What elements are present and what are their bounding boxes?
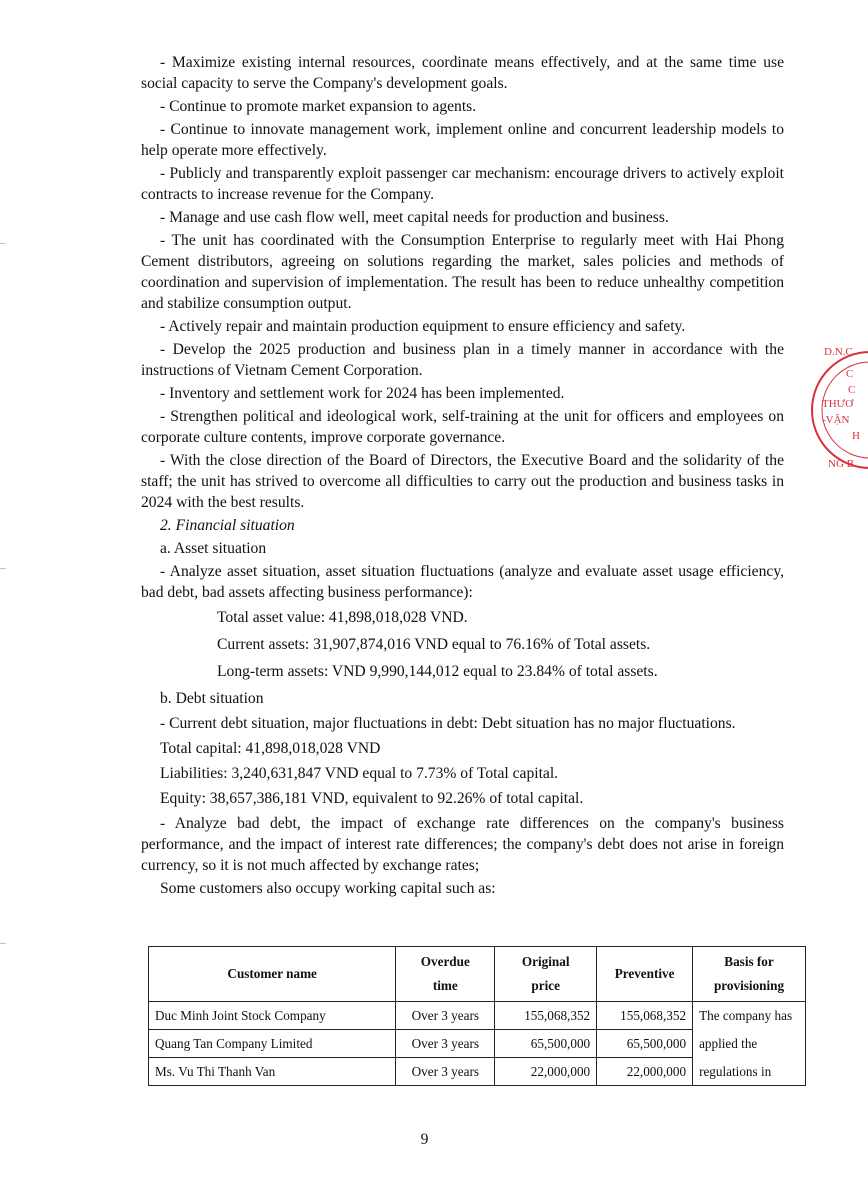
overdue-debt-table [148,946,806,1086]
header-customer-name: Customer name [149,947,396,1002]
table-header-row [149,947,806,1002]
paragraph: - Continue to innovate management work, implement online and concurrent leadership models to help operate more effectively. [141,121,784,159]
subsection-heading: b. Debt situation [160,690,264,707]
cell-overdue: Over 3 years [396,1030,495,1058]
header-overdue-time: Overdue time [396,947,495,1002]
paragraph: - Continue to promote market expansion to agents. [160,98,477,115]
stamp-lettering: C [848,384,856,396]
stamp-lettering: NG B [828,458,854,470]
paragraph: - Develop the 2025 production and business plan in a timely manner in accordance with the instructions of Vietnam Cement Corporation. [141,341,784,379]
cell-customer: Ms. Vu Thi Thanh Van [149,1058,396,1086]
subsection-heading: a. Asset situation [160,540,267,557]
body-text [141,52,784,901]
table-row [149,1058,806,1086]
cell-preventive: 155,068,352 [597,1002,693,1030]
stamp-lettering: C [846,368,854,380]
cell-customer: Duc Minh Joint Stock Company [149,1002,396,1030]
paragraph: - Publicly and transparently exploit passenger car mechanism: encourage drivers to actively exploit contracts to increase revenue for the Company. [141,165,784,203]
cell-overdue: Over 3 years [396,1058,495,1086]
section-heading: 2. Financial situation [160,517,295,534]
header-preventive: Preventive [597,947,693,1002]
header-original-price: Original price [495,947,597,1002]
paragraph: Some customers also occupy working capital such as: [160,880,496,897]
stamp-lettering: H [852,430,860,442]
scan-edge-mark [0,568,6,569]
liabilities-line: Liabilities: 3,240,631,847 VND equal to 7.73% of Total capital. [160,765,559,782]
paragraph: - Current debt situation, major fluctuations in debt: Debt situation has no major fluctuations. [160,715,736,732]
paragraph: - Inventory and settlement work for 2024 has been implemented. [160,385,565,402]
table-row [149,1002,806,1030]
cell-basis: regulations in [693,1058,806,1086]
cell-original: 65,500,000 [495,1030,597,1058]
cell-customer: Quang Tan Company Limited [149,1030,396,1058]
page-number: 9 [420,1131,429,1148]
cell-overdue: Over 3 years [396,1002,495,1030]
stamp-lettering: D.N.C [824,346,853,358]
cell-preventive: 22,000,000 [597,1058,693,1086]
table-row [149,1030,806,1058]
paragraph: - Analyze asset situation, asset situation fluctuations (analyze and evaluate asset usage efficiency, bad debt, bad assets affecting business performance): [141,563,784,601]
stamp-lettering: -VẬN [822,414,850,426]
equity-line: Equity: 38,657,386,181 VND, equivalent to 92.26% of total capital. [160,790,584,807]
header-basis: Basis for provisioning [693,947,806,1002]
paragraph: - The unit has coordinated with the Consumption Enterprise to regularly meet with Hai Phong Cement distributors, agreeing on solutions regarding the market, sales policies and methods of coordination and supervision of implementation. The result has been to reduce unhealthy competition and stabilize consumption output. [141,232,784,312]
total-asset-line: Total asset value: 41,898,018,028 VND. [217,609,468,626]
paragraph: - With the close direction of the Board of Directors, the Executive Board and the solidarity of the staff; the unit has strived to overcome all difficulties to carry out the production and business tasks in 2024 with the best results. [141,452,784,511]
company-seal-stamp [808,325,868,495]
long-term-assets-line: Long-term assets: VND 9,990,144,012 equal to 23.84% of total assets. [217,663,658,680]
cell-preventive: 65,500,000 [597,1030,693,1058]
cell-original: 155,068,352 [495,1002,597,1030]
scan-edge-mark [0,943,6,944]
paragraph: - Actively repair and maintain production equipment to ensure efficiency and safety. [160,318,686,335]
current-assets-line: Current assets: 31,907,874,016 VND equal to 76.16% of Total assets. [217,636,651,653]
stamp-lettering: THƯƠ [822,398,854,410]
paragraph: - Strengthen political and ideological work, self-training at the unit for officers and employees on corporate culture contents, improve corporate governance. [141,408,784,446]
total-capital-line: Total capital: 41,898,018,028 VND [160,740,381,757]
paragraph: - Analyze bad debt, the impact of exchange rate differences on the company's business performance, and the impact of interest rate differences; the company's debt does not arise in foreign currency, so it is not much affected by exchange rates; [141,815,784,874]
cell-original: 22,000,000 [495,1058,597,1086]
cell-basis: The company has [693,1002,806,1030]
paragraph: - Manage and use cash flow well, meet capital needs for production and business. [160,209,669,226]
scan-edge-mark [0,243,6,244]
cell-basis: applied the [693,1030,806,1058]
paragraph: - Maximize existing internal resources, coordinate means effectively, and at the same time use social capacity to serve the Company's development goals. [141,54,784,92]
